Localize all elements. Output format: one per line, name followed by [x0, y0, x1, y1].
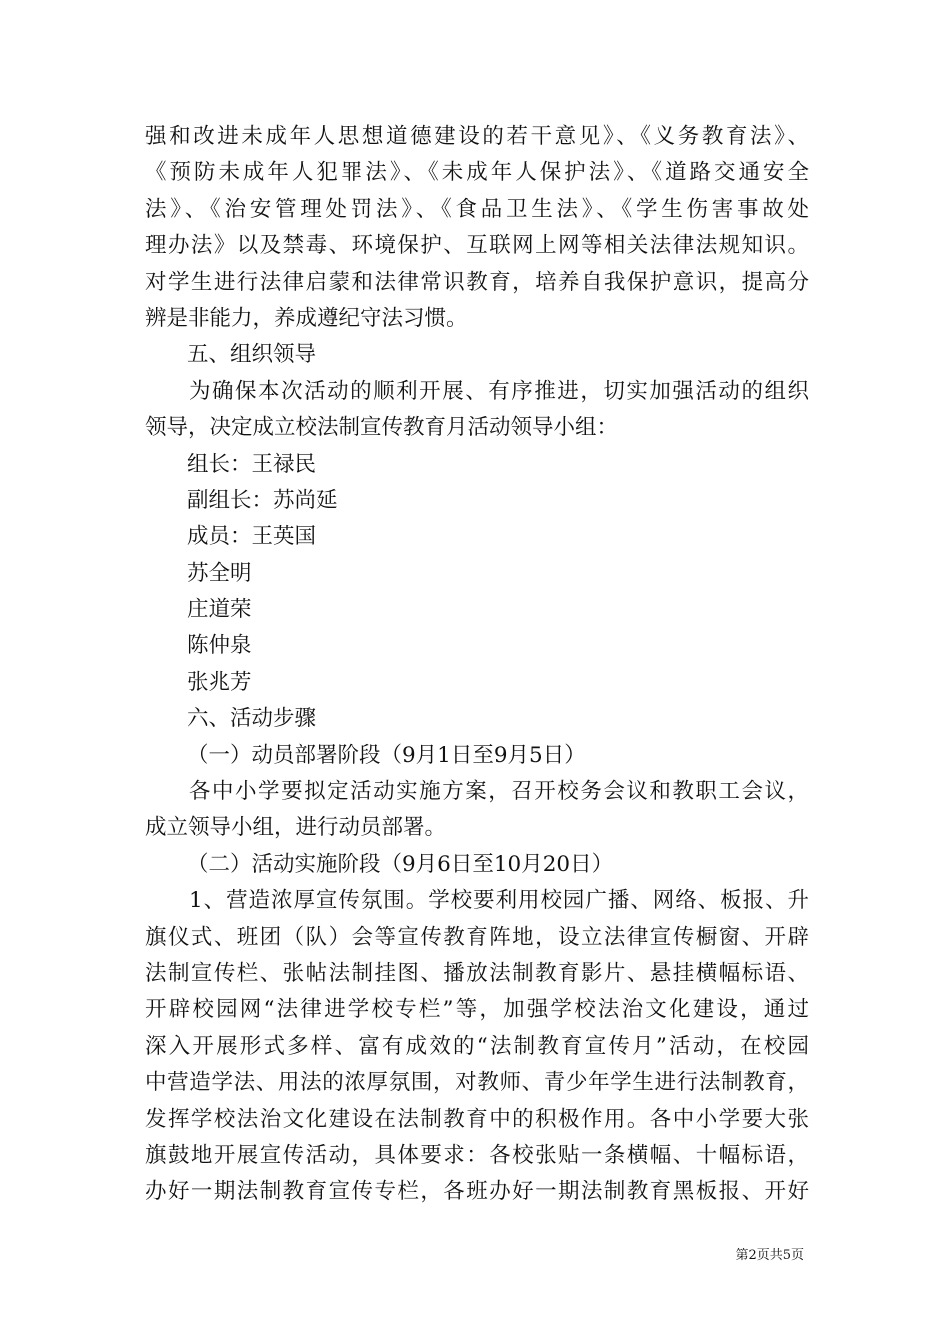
member-entry: 庄道荣 — [187, 597, 252, 623]
text-line: 开辟校园网“法律进学校专栏”等，加强学校法治文化建设，通过 — [145, 997, 809, 1023]
text-line: 法》、《治安管理处罚法》、《食品卫生法》、《学生伤害事故处 — [145, 196, 809, 222]
text-line: 深入开展形式多样、富有成效的“法制教育宣传月”活动，在校园 — [145, 1033, 809, 1059]
text-line: 理办法》以及禁毒、环境保护、互联网上网等相关法律法规知识。 — [145, 233, 809, 259]
text-line: 领导，决定成立校法制宣传教育月活动领导小组： — [145, 415, 619, 441]
text-line: 发挥学校法治文化建设在法制教育中的积极作用。各中小学要大张 — [145, 1106, 809, 1132]
member-entry: 陈仲泉 — [187, 633, 252, 659]
text-line: 1、营造浓厚宣传氛围。学校要利用校园广播、网络、板报、升 — [189, 888, 809, 914]
text-line: 《预防未成年人犯罪法》、《未成年人保护法》、《道路交通安全 — [145, 160, 809, 186]
section-heading: 五、组织领导 — [187, 342, 317, 368]
text-line: 中营造学法、用法的浓厚氛围，对教师、青少年学生进行法制教育， — [145, 1070, 809, 1096]
text-line: 辨是非能力，养成遵纪守法习惯。 — [145, 305, 468, 331]
member-entry: 成员：王英国 — [187, 524, 317, 550]
document-body — [145, 119, 809, 1211]
member-entry: 副组长：苏尚延 — [187, 487, 338, 513]
text-line: 旗仪式、班团（队）会等宣传教育阵地，设立法律宣传橱窗、开辟 — [145, 924, 809, 950]
text-line: 对学生进行法律启蒙和法律常识教育，培养自我保护意识，提高分 — [145, 269, 809, 295]
subsection-heading: （二）活动实施阶段（9月6日至10月20日） — [187, 851, 614, 877]
text-line: 旗鼓地开展宣传活动，具体要求：各校张贴一条横幅、十幅标语， — [145, 1142, 809, 1168]
text-line: 法制宣传栏、张帖法制挂图、播放法制教育影片、悬挂横幅标语、 — [145, 960, 809, 986]
text-line: 各中小学要拟定活动实施方案，召开校务会议和教职工会议， — [189, 779, 809, 805]
member-entry: 张兆芳 — [187, 669, 252, 695]
text-line: 成立领导小组，进行动员部署。 — [145, 815, 447, 841]
text-line: 办好一期法制教育宣传专栏，各班办好一期法制教育黑板报、开好 — [145, 1179, 809, 1205]
page-number: 第2页共5页 — [735, 1248, 804, 1263]
member-entry: 组长：王禄民 — [187, 451, 317, 477]
text-line: 为确保本次活动的顺利开展、有序推进，切实加强活动的组织 — [189, 378, 809, 404]
section-heading: 六、活动步骤 — [187, 706, 317, 732]
member-entry: 苏全明 — [187, 560, 252, 586]
subsection-heading: （一）动员部署阶段（9月1日至9月5日） — [187, 742, 586, 768]
text-line: 强和改进未成年人思想道德建设的若干意见》、《义务教育法》、 — [145, 124, 809, 149]
